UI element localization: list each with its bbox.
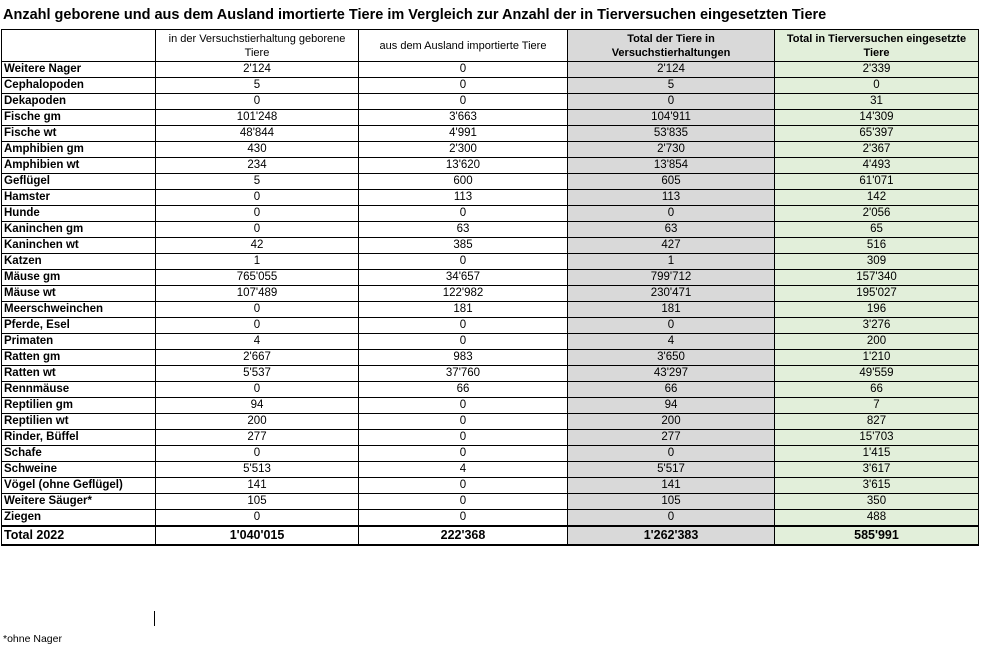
cell-born: 2'124: [156, 62, 359, 78]
cell-imported: 0: [359, 206, 568, 222]
cell-species: Hamster: [2, 190, 156, 206]
cell-total-experiments: 65: [775, 222, 979, 238]
cell-total-housing: 4: [568, 334, 775, 350]
cell-total-housing: 104'911: [568, 110, 775, 126]
cell-total-housing: 63: [568, 222, 775, 238]
cell-total-experiments: 49'559: [775, 366, 979, 382]
cell-total-housing: 43'297: [568, 366, 775, 382]
cell-species: Kaninchen gm: [2, 222, 156, 238]
cell-species: Mäuse wt: [2, 286, 156, 302]
cell-species: Ratten gm: [2, 350, 156, 366]
table-row: [2, 366, 979, 382]
cell-born: 277: [156, 430, 359, 446]
cell-species: Cephalopoden: [2, 78, 156, 94]
cell-total-experiments: 2'339: [775, 62, 979, 78]
cell-born: 101'248: [156, 110, 359, 126]
cell-total-experiments: 2'056: [775, 206, 979, 222]
cell-born: 0: [156, 510, 359, 527]
table-row: [2, 174, 979, 190]
cell-total-experiments: 1'415: [775, 446, 979, 462]
cell-imported: 0: [359, 430, 568, 446]
cell-imported: 385: [359, 238, 568, 254]
table-row: [2, 510, 979, 527]
table-row: [2, 270, 979, 286]
cell-total-experiments: 827: [775, 414, 979, 430]
cell-imported: 4: [359, 462, 568, 478]
cell-imported: 34'657: [359, 270, 568, 286]
cell-total-housing: 5'517: [568, 462, 775, 478]
cell-total-experiments: 195'027: [775, 286, 979, 302]
cell-total-housing: 230'471: [568, 286, 775, 302]
cell-born: 0: [156, 190, 359, 206]
table-row: [2, 94, 979, 110]
cell-imported: 122'982: [359, 286, 568, 302]
cell-total-housing: 1: [568, 254, 775, 270]
cell-born: 94: [156, 398, 359, 414]
cell-imported: 4'991: [359, 126, 568, 142]
cell-imported: 0: [359, 510, 568, 527]
cell-born: 4: [156, 334, 359, 350]
cell-total-housing: 605: [568, 174, 775, 190]
cell-species: Geflügel: [2, 174, 156, 190]
cell-born: 0: [156, 222, 359, 238]
cell-species: Weitere Nager: [2, 62, 156, 78]
cell-species: Amphibien gm: [2, 142, 156, 158]
cell-total-housing: 66: [568, 382, 775, 398]
header-species: [2, 30, 156, 62]
cell-imported: 63: [359, 222, 568, 238]
table-title: Anzahl geborene und aus dem Ausland imortierte Tiere im Vergleich zur Anzahl der in Tierversuchen eingesetzten Tiere: [3, 7, 827, 23]
cell-imported: 600: [359, 174, 568, 190]
table-row: [2, 446, 979, 462]
cell-total-experiments: 61'071: [775, 174, 979, 190]
cell-species: Vögel (ohne Geflügel): [2, 478, 156, 494]
cell-species: Kaninchen wt: [2, 238, 156, 254]
cell-total-experiments: 7: [775, 398, 979, 414]
cell-total-experiments: 3'276: [775, 318, 979, 334]
table-row: [2, 110, 979, 126]
table-row: [2, 158, 979, 174]
footnote: *ohne Nager: [3, 633, 62, 645]
cell-imported: 113: [359, 190, 568, 206]
table-row: [2, 318, 979, 334]
cell-born: 5: [156, 78, 359, 94]
table-row: [2, 190, 979, 206]
cell-imported: 983: [359, 350, 568, 366]
cell-imported: 0: [359, 494, 568, 510]
table-row: [2, 382, 979, 398]
cell-total-housing: 105: [568, 494, 775, 510]
cell-total-housing: 0: [568, 446, 775, 462]
cell-species: Weitere Säuger*: [2, 494, 156, 510]
cell-species: Ziegen: [2, 510, 156, 527]
cell-total-housing: 277: [568, 430, 775, 446]
cell-total-housing: 181: [568, 302, 775, 318]
cell-species: Total 2022: [2, 526, 156, 545]
cell-total-housing: 13'854: [568, 158, 775, 174]
cell-species: Schweine: [2, 462, 156, 478]
cell-species: Hunde: [2, 206, 156, 222]
table-row: [2, 206, 979, 222]
cell-born: 42: [156, 238, 359, 254]
cell-born: 141: [156, 478, 359, 494]
cell-total-housing: 3'650: [568, 350, 775, 366]
cell-species: Fische gm: [2, 110, 156, 126]
cell-imported: 13'620: [359, 158, 568, 174]
cell-total-housing: 113: [568, 190, 775, 206]
cell-imported: 181: [359, 302, 568, 318]
table-row: [2, 462, 979, 478]
cell-total-experiments: 1'210: [775, 350, 979, 366]
cell-species: Mäuse gm: [2, 270, 156, 286]
cell-species: Rennmäuse: [2, 382, 156, 398]
cell-total-experiments: 0: [775, 78, 979, 94]
table-row: [2, 254, 979, 270]
table-row: [2, 78, 979, 94]
table-row: [2, 430, 979, 446]
cell-total-housing: 200: [568, 414, 775, 430]
cell-imported: 0: [359, 398, 568, 414]
cell-imported: 0: [359, 62, 568, 78]
cell-species: Dekapoden: [2, 94, 156, 110]
animals-table: [1, 29, 979, 546]
cell-total-experiments: 157'340: [775, 270, 979, 286]
cell-species: Reptilien gm: [2, 398, 156, 414]
table-body: [2, 62, 979, 546]
cell-total-experiments: 14'309: [775, 110, 979, 126]
cell-species: Pferde, Esel: [2, 318, 156, 334]
cell-total-experiments: 31: [775, 94, 979, 110]
cell-total-experiments: 200: [775, 334, 979, 350]
table-row: [2, 478, 979, 494]
cell-species: Fische wt: [2, 126, 156, 142]
cell-born: 0: [156, 382, 359, 398]
cell-species: Reptilien wt: [2, 414, 156, 430]
cell-total-housing: 1'262'383: [568, 526, 775, 545]
cell-imported: 0: [359, 414, 568, 430]
table-row: [2, 238, 979, 254]
cell-born: 5: [156, 174, 359, 190]
cell-born: 5'513: [156, 462, 359, 478]
table-row: [2, 62, 979, 78]
cell-born: 0: [156, 302, 359, 318]
cell-born: 1'040'015: [156, 526, 359, 545]
cell-born: 0: [156, 94, 359, 110]
column-divider-tick: [154, 611, 155, 626]
cell-total-experiments: 2'367: [775, 142, 979, 158]
cell-total-housing: 0: [568, 318, 775, 334]
table-row: [2, 222, 979, 238]
table-row: [2, 142, 979, 158]
table-row: [2, 494, 979, 510]
total-row: [2, 526, 979, 545]
cell-total-experiments: 65'397: [775, 126, 979, 142]
header-born: in der Versuchstierhaltung geborene Tiere: [156, 30, 359, 62]
cell-born: 765'055: [156, 270, 359, 286]
cell-born: 48'844: [156, 126, 359, 142]
cell-total-housing: 94: [568, 398, 775, 414]
cell-species: Rinder, Büffel: [2, 430, 156, 446]
cell-born: 430: [156, 142, 359, 158]
cell-imported: 222'368: [359, 526, 568, 545]
cell-total-experiments: 66: [775, 382, 979, 398]
table-row: [2, 414, 979, 430]
table-header: [2, 30, 979, 62]
cell-imported: 66: [359, 382, 568, 398]
cell-imported: 0: [359, 318, 568, 334]
cell-total-experiments: 196: [775, 302, 979, 318]
cell-species: Meerschweinchen: [2, 302, 156, 318]
cell-imported: 0: [359, 334, 568, 350]
cell-imported: 0: [359, 78, 568, 94]
cell-imported: 0: [359, 94, 568, 110]
cell-total-housing: 799'712: [568, 270, 775, 286]
cell-born: 0: [156, 446, 359, 462]
cell-species: Primaten: [2, 334, 156, 350]
cell-born: 1: [156, 254, 359, 270]
cell-species: Schafe: [2, 446, 156, 462]
cell-total-housing: 53'835: [568, 126, 775, 142]
header-total-housing: Total der Tiere in Versuchstierhaltungen: [568, 30, 775, 62]
cell-total-housing: 0: [568, 94, 775, 110]
cell-total-housing: 427: [568, 238, 775, 254]
cell-total-housing: 2'730: [568, 142, 775, 158]
header-total-experiments: Total in Tierversuchen eingesetzte Tiere: [775, 30, 979, 62]
cell-imported: 0: [359, 446, 568, 462]
cell-born: 5'537: [156, 366, 359, 382]
cell-born: 0: [156, 206, 359, 222]
cell-total-experiments: 585'991: [775, 526, 979, 545]
cell-imported: 0: [359, 254, 568, 270]
cell-total-housing: 0: [568, 206, 775, 222]
cell-total-experiments: 309: [775, 254, 979, 270]
cell-total-experiments: 516: [775, 238, 979, 254]
header-imported: aus dem Ausland importierte Tiere: [359, 30, 568, 62]
cell-species: Ratten wt: [2, 366, 156, 382]
cell-total-experiments: 3'615: [775, 478, 979, 494]
cell-born: 200: [156, 414, 359, 430]
table-row: [2, 302, 979, 318]
cell-total-experiments: 488: [775, 510, 979, 527]
cell-species: Katzen: [2, 254, 156, 270]
cell-total-housing: 5: [568, 78, 775, 94]
cell-total-housing: 0: [568, 510, 775, 527]
cell-imported: 0: [359, 478, 568, 494]
cell-born: 2'667: [156, 350, 359, 366]
cell-imported: 37'760: [359, 366, 568, 382]
cell-total-housing: 141: [568, 478, 775, 494]
table-row: [2, 350, 979, 366]
cell-imported: 3'663: [359, 110, 568, 126]
cell-imported: 2'300: [359, 142, 568, 158]
table-row: [2, 286, 979, 302]
cell-total-experiments: 3'617: [775, 462, 979, 478]
table-row: [2, 334, 979, 350]
cell-total-experiments: 15'703: [775, 430, 979, 446]
cell-born: 0: [156, 318, 359, 334]
cell-born: 107'489: [156, 286, 359, 302]
cell-total-experiments: 142: [775, 190, 979, 206]
table-row: [2, 398, 979, 414]
cell-total-experiments: 4'493: [775, 158, 979, 174]
cell-total-housing: 2'124: [568, 62, 775, 78]
cell-species: Amphibien wt: [2, 158, 156, 174]
cell-born: 105: [156, 494, 359, 510]
cell-born: 234: [156, 158, 359, 174]
cell-total-experiments: 350: [775, 494, 979, 510]
table-row: [2, 126, 979, 142]
